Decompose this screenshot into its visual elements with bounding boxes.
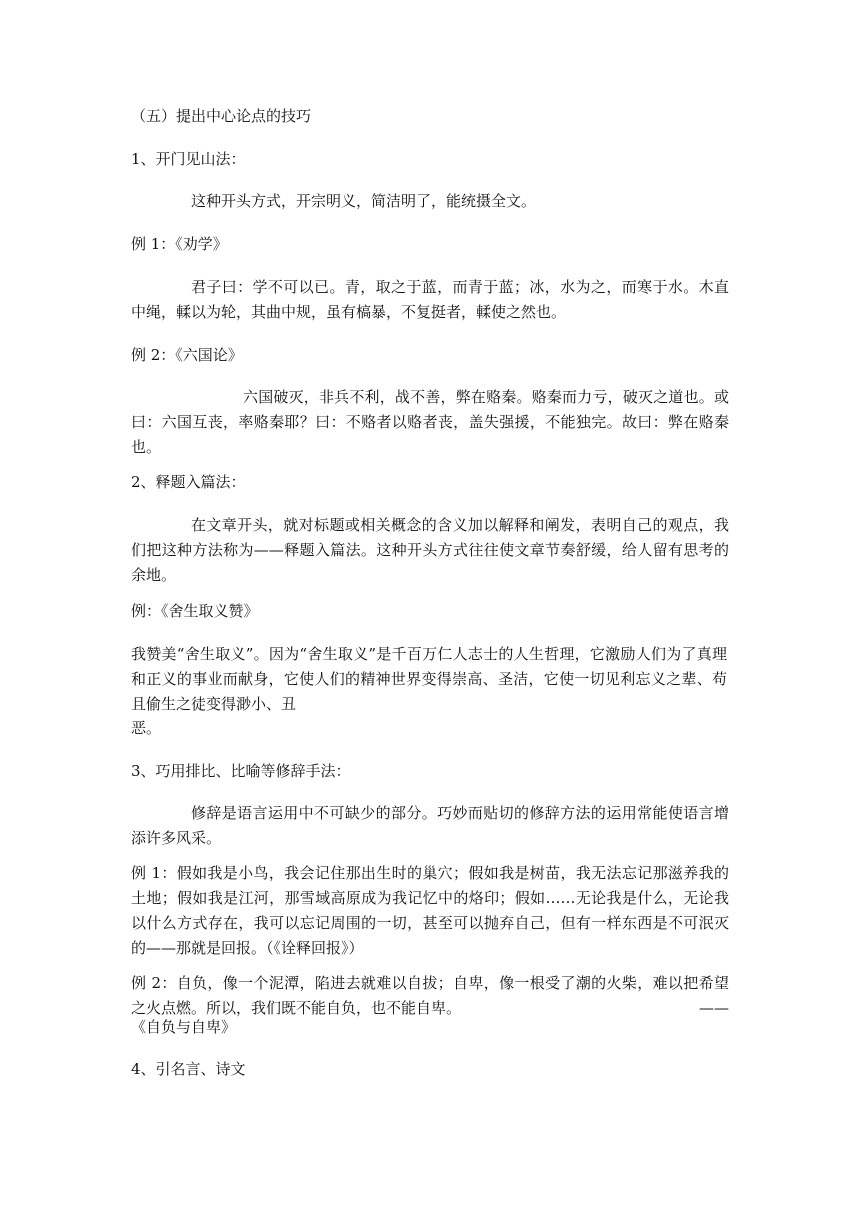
method-2-example-text-tail: 恶。	[131, 719, 162, 737]
method-4-title: 4、引名言、诗文	[131, 1060, 246, 1078]
method-2-example-label: 例：《舍生取义赞》	[131, 602, 259, 620]
method-1-example-2-label: 例 2：《六国论》	[131, 346, 243, 364]
method-2-title: 2、释题入篇法：	[131, 473, 246, 491]
method-2-example-text: 我赞美“舍生取义”。因为“舍生取义”是千百万仁人志士的人生哲理，它激励人们为了真理和正义的事业而献身，它使人们的精神世界变得崇高、圣洁，它使一切见利忘义之辈、苟且偷生之徒变得渺小、丑	[131, 645, 727, 713]
method-3-example-2-dash: ——	[699, 999, 729, 1017]
method-2-description: 在文章开头，就对标题或相关概念的含义加以解释和阐发，表明自己的观点，我们把这种方法称为——释题入篇法。这种开头方式往往使文章节奏舒缓，给人留有思考的余地。	[131, 516, 729, 584]
section-heading: （五）提出中心论点的技巧	[131, 107, 312, 125]
method-1-example-1-label: 例 1：《劝学》	[131, 235, 228, 253]
method-3-example-2-text: 例 2：自负，像一个泥潭，陷进去就难以自拔；自卑，像一根受了潮的火柴，难以把希望之火点燃。所以，我们既不能自负，也不能自卑。	[131, 974, 729, 1017]
method-3-description: 修辞是语言运用中不可缺少的部分。巧妙而贴切的修辞方法的运用常能使语言增添许多风采。	[131, 804, 729, 847]
method-1-example-2-text: 六国破灭，非兵不利，战不善，弊在赂秦。赂秦而力亏，破灭之道也。或曰：六国互丧，率赂秦耶？曰：不赂者以赂者丧，盖失强援，不能独完。故曰：弊在赂秦也。	[131, 388, 729, 456]
method-3-title: 3、巧用排比、比喻等修辞手法：	[131, 762, 351, 780]
method-3-example-2-source: 《自负与自卑》	[131, 1018, 237, 1036]
method-3-example-1-text: 例 1：假如我是小鸟，我会记住那出生时的巢穴；假如我是树苗，我无法忘记那滋养我的土地；假如我是江河，那雪域高原成为我记忆中的烙印；假如……无论我是什么，无论我以什么方式存在，我可以忘记周围的一切，甚至可以抛弃自己，但有一样东西是不可泯灭的——那就是回报。（《诠释回报》）	[131, 864, 729, 957]
method-1-description: 这种开头方式，开宗明义，简洁明了，能统摄全文。	[191, 192, 537, 210]
method-1-title: 1、开门见山法：	[131, 150, 246, 168]
method-1-example-1-text: 君子曰：学不可以已。青，取之于蓝，而青于蓝；冰，水为之，而寒于水。木直中绳，輮以为轮，其曲中规，虽有槁暴，不复挺者，輮使之然也。	[131, 278, 729, 321]
method-3-example-2-block	[131, 971, 729, 1021]
